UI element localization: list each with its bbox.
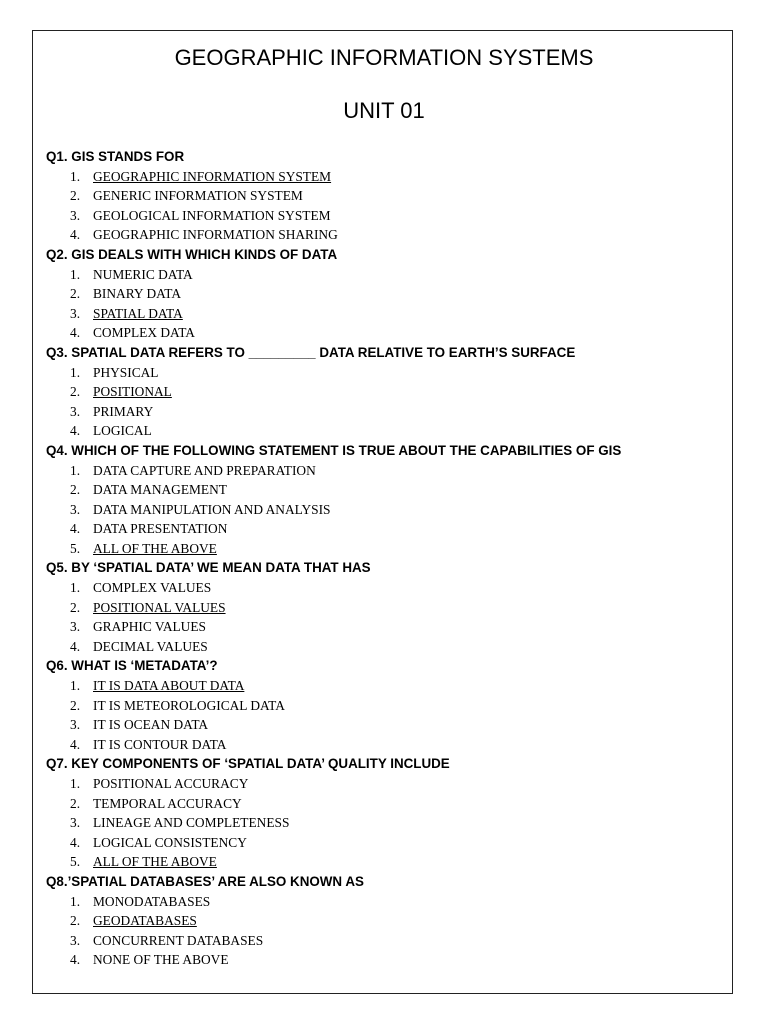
option-number: 3.: [70, 403, 81, 419]
option-number: 1.: [70, 266, 81, 282]
question-8: Q8.’SPATIAL DATABASES’ ARE ALSO KNOWN AS: [46, 873, 364, 889]
option-number: 3.: [70, 717, 81, 733]
option-number: 2.: [70, 599, 81, 615]
option-item: [46, 931, 716, 951]
option-text: PHYSICAL: [93, 364, 159, 380]
correct-answer-text: ALL OF THE ABOVE: [93, 854, 217, 870]
option-number: 2.: [70, 913, 81, 929]
unit-heading: UNIT 01: [343, 98, 425, 123]
question-3: Q3. SPATIAL DATA REFERS TO _________ DATA RELATIVE TO EARTH’S SURFACE: [46, 344, 576, 360]
option-item: [46, 774, 716, 794]
correct-answer-text: GEODATABASES: [93, 913, 197, 929]
option-number: 4.: [70, 325, 81, 341]
option-item: [46, 186, 716, 206]
option-number: 4.: [70, 638, 81, 654]
option-number: 1.: [70, 168, 81, 184]
option-number: 3.: [70, 619, 81, 635]
correct-answer-text: POSITIONAL VALUES: [93, 599, 226, 615]
question-7: Q7. KEY COMPONENTS OF ‘SPATIAL DATA’ QUALITY INCLUDE: [46, 756, 450, 772]
option-item: [46, 794, 716, 814]
document-title: GEOGRAPHIC INFORMATION SYSTEMS: [174, 45, 594, 70]
option-item: [46, 696, 716, 716]
option-text: GENERIC INFORMATION SYSTEM: [93, 188, 303, 204]
option-item: [46, 911, 716, 931]
option-item: [46, 167, 716, 187]
option-number: 3.: [70, 305, 81, 321]
option-text: GRAPHIC VALUES: [93, 619, 206, 635]
option-text: DECIMAL VALUES: [93, 638, 208, 654]
option-item: [46, 813, 716, 833]
option-number: 4.: [70, 521, 81, 537]
option-item: [46, 382, 716, 402]
option-text: NUMERIC DATA: [93, 266, 193, 282]
option-text: DATA MANIPULATION AND ANALYSIS: [93, 501, 331, 517]
option-item: [46, 265, 716, 285]
question-1: Q1. GIS STANDS FOR: [46, 149, 185, 164]
option-text: GEOGRAPHIC INFORMATION SHARING: [93, 227, 338, 243]
option-item: [46, 637, 716, 657]
correct-answer-text: GEOGRAPHIC INFORMATION SYSTEM: [93, 168, 332, 184]
option-number: 5.: [70, 540, 81, 556]
option-number: 4.: [70, 423, 81, 439]
option-item: [46, 539, 716, 559]
option-item: [46, 519, 716, 539]
option-text: IT IS OCEAN DATA: [93, 717, 209, 733]
correct-answer-text: ALL OF THE ABOVE: [93, 540, 217, 556]
option-item: [46, 617, 716, 637]
option-text: DATA CAPTURE AND PREPARATION: [93, 462, 316, 478]
option-number: 3.: [70, 815, 81, 831]
option-text: DATA MANAGEMENT: [93, 482, 227, 498]
option-text: TEMPORAL ACCURACY: [93, 795, 242, 811]
option-item: [46, 323, 716, 343]
option-text: IT IS CONTOUR DATA: [93, 736, 227, 752]
option-number: 4.: [70, 736, 81, 752]
option-text: BINARY DATA: [93, 286, 182, 302]
option-item: [46, 833, 716, 853]
option-number: 4.: [70, 227, 81, 243]
option-number: 1.: [70, 678, 81, 694]
option-number: 5.: [70, 854, 81, 870]
option-item: [46, 578, 716, 598]
option-number: 2.: [70, 188, 81, 204]
option-number: 2.: [70, 697, 81, 713]
option-text: LOGICAL: [93, 423, 152, 439]
option-item: [46, 402, 716, 422]
option-number: 2.: [70, 795, 81, 811]
option-item: [46, 421, 716, 441]
option-number: 1.: [70, 580, 81, 596]
option-text: PRIMARY: [93, 403, 154, 419]
question-5: Q5. BY ‘SPATIAL DATA’ WE MEAN DATA THAT HAS: [46, 560, 371, 576]
option-number: 2.: [70, 482, 81, 498]
option-number: 1.: [70, 462, 81, 478]
option-item: [46, 304, 716, 324]
option-item: [46, 892, 716, 912]
option-number: 1.: [70, 364, 81, 380]
option-text: MONODATABASES: [93, 893, 211, 909]
option-item: [46, 500, 716, 520]
question-6: Q6. WHAT IS ‘METADATA’?: [46, 658, 218, 674]
option-item: [46, 363, 716, 383]
option-text: NONE OF THE ABOVE: [93, 952, 229, 968]
option-item: [46, 852, 716, 872]
option-text: LOGICAL CONSISTENCY: [93, 834, 247, 850]
option-number: 4.: [70, 834, 81, 850]
option-number: 3.: [70, 932, 81, 948]
option-item: [46, 284, 716, 304]
option-text: LINEAGE AND COMPLETENESS: [93, 815, 290, 831]
option-number: 2.: [70, 286, 81, 302]
option-text: GEOLOGICAL INFORMATION SYSTEM: [93, 207, 331, 223]
option-item: [46, 950, 716, 970]
option-number: 1.: [70, 776, 81, 791]
correct-answer-text: POSITIONAL: [93, 384, 172, 400]
option-text: CONCURRENT DATABASES: [93, 932, 264, 948]
correct-answer-text: IT IS DATA ABOUT DATA: [93, 678, 245, 694]
option-item: [46, 461, 716, 481]
option-number: 1.: [70, 893, 81, 909]
option-item: [46, 598, 716, 618]
option-number: 4.: [70, 952, 81, 968]
option-text: POSITIONAL ACCURACY: [93, 776, 249, 791]
option-item: [46, 480, 716, 500]
question-2: Q2. GIS DEALS WITH WHICH KINDS OF DATA: [46, 246, 338, 262]
option-number: 2.: [70, 384, 81, 400]
option-text: DATA PRESENTATION: [93, 521, 228, 537]
option-text: IT IS METEOROLOGICAL DATA: [93, 697, 285, 713]
option-number: 3.: [70, 207, 81, 223]
option-item: [46, 676, 716, 696]
option-item: [46, 206, 716, 226]
option-item: [46, 735, 716, 755]
option-number: 3.: [70, 501, 81, 517]
option-text: COMPLEX VALUES: [93, 580, 212, 596]
question-4: Q4. WHICH OF THE FOLLOWING STATEMENT IS TRUE ABOUT THE CAPABILITIES OF GIS: [46, 442, 622, 458]
correct-answer-text: SPATIAL DATA: [93, 305, 183, 321]
option-item: [46, 715, 716, 735]
option-item: [46, 225, 716, 245]
question-list: [46, 147, 716, 970]
option-text: COMPLEX DATA: [93, 325, 195, 341]
